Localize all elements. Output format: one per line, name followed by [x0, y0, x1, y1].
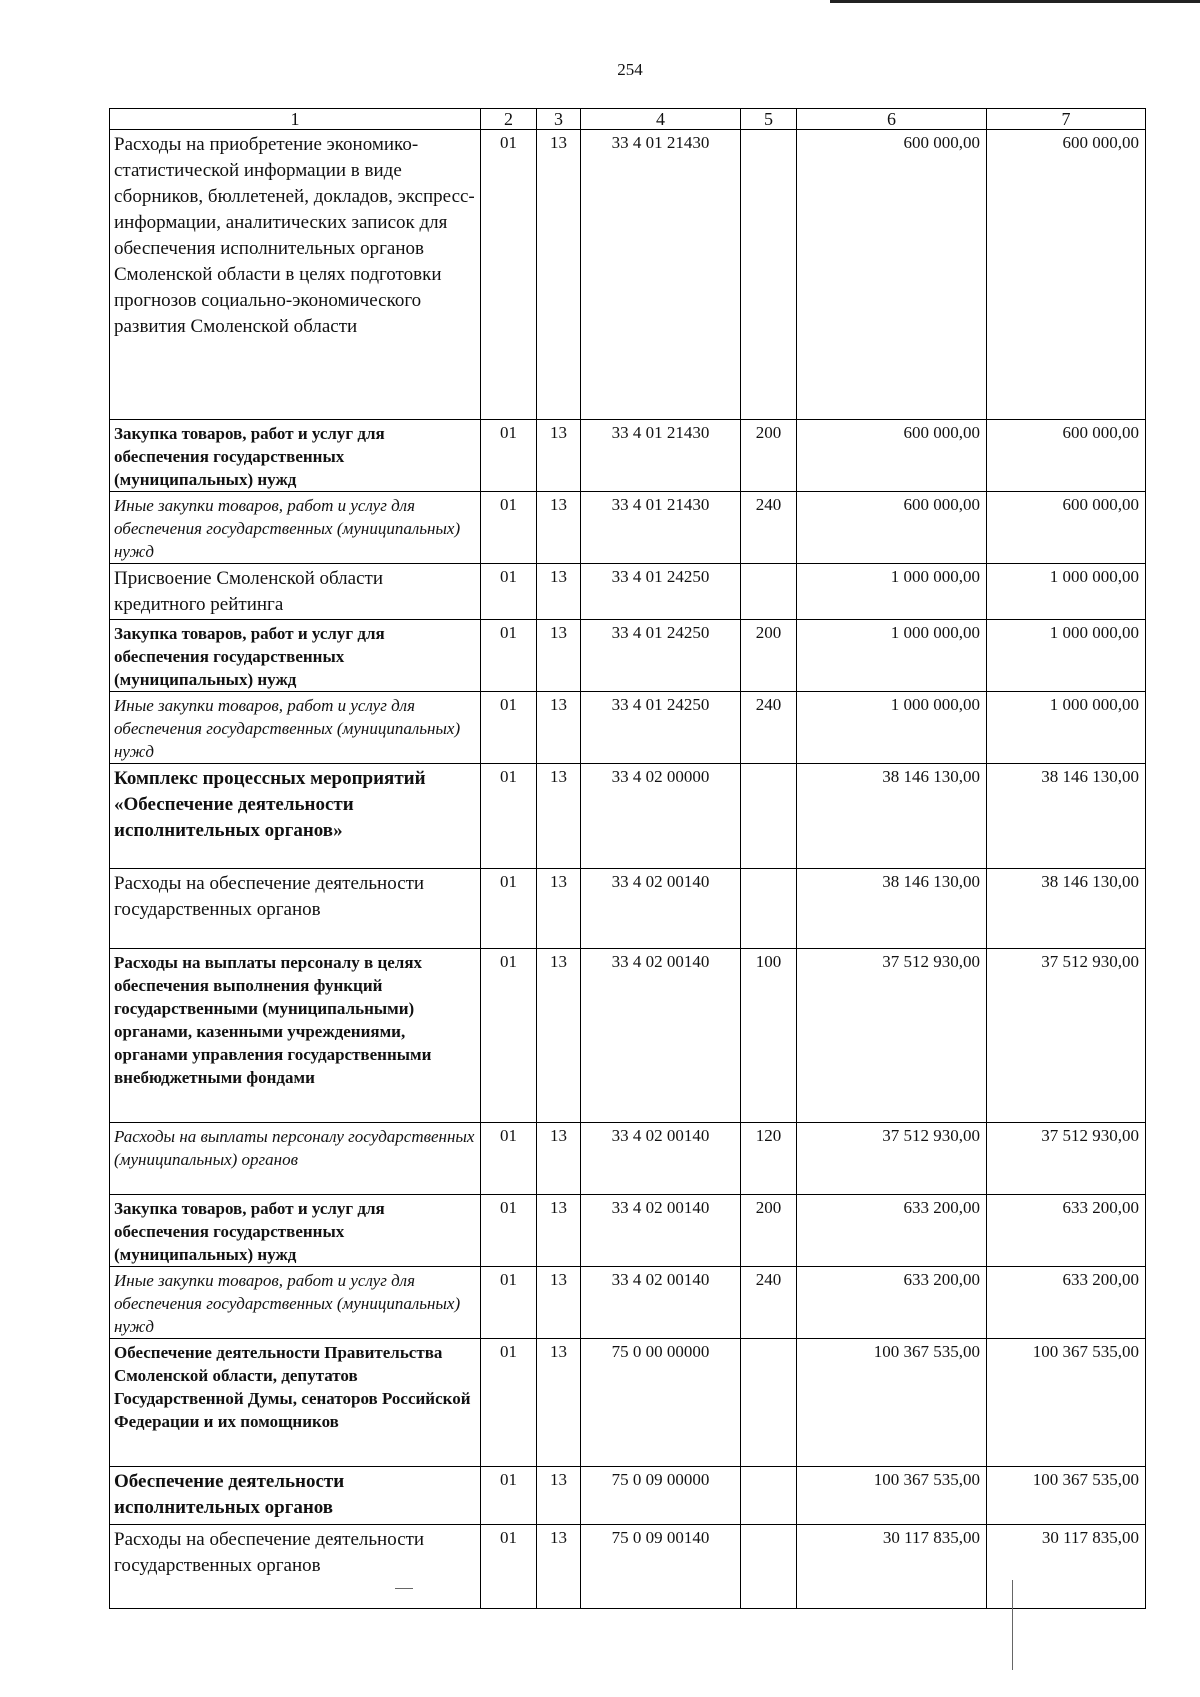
subsection-cell: 13: [537, 692, 581, 764]
amount-cell: 100 367 535,00: [987, 1339, 1146, 1467]
header-row: [110, 109, 1146, 130]
amount-cell: 30 117 835,00: [797, 1525, 987, 1609]
amount-cell: 600 000,00: [797, 130, 987, 420]
expense-type-cell: [741, 869, 797, 949]
section-cell: 01: [481, 949, 537, 1123]
table-row: [110, 1339, 1146, 1467]
section-cell: 01: [481, 492, 537, 564]
row-name-text: Присвоение Смоленской области кредитного рейтинга: [114, 568, 384, 615]
scan-mark: [395, 1588, 413, 1589]
expense-type-cell: 200: [741, 620, 797, 692]
expense-type-cell: [741, 764, 797, 869]
expense-type-cell: 100: [741, 949, 797, 1123]
row-name-text: Закупка товаров, работ и услуг для обеспечения государственных (муниципальных) нужд: [114, 424, 385, 489]
subsection-cell: 13: [537, 1195, 581, 1267]
row-name-text: Иные закупки товаров, работ и услуг для обеспечения государственных (муниципальных) нужд: [114, 1271, 461, 1336]
name-cell: [110, 949, 481, 1123]
target-article-cell: 33 4 01 24250: [581, 564, 741, 620]
target-article-cell: 33 4 02 00140: [581, 869, 741, 949]
expense-type-cell: 120: [741, 1123, 797, 1195]
table-row: [110, 949, 1146, 1123]
col-header-6: 6: [797, 109, 987, 130]
section-cell: 01: [481, 564, 537, 620]
amount-cell: 38 146 130,00: [797, 764, 987, 869]
table-row: [110, 492, 1146, 564]
subsection-cell: 13: [537, 1123, 581, 1195]
amount-cell: 30 117 835,00: [987, 1525, 1146, 1609]
row-name-text: Обеспечение деятельности Правительства Смоленской области, депутатов Государственной Думы, сенаторов Российской Федерации и их помощников: [114, 1343, 471, 1431]
expense-type-cell: 240: [741, 1267, 797, 1339]
amount-cell: 1 000 000,00: [797, 692, 987, 764]
section-cell: 01: [481, 130, 537, 420]
target-article-cell: 33 4 02 00140: [581, 949, 741, 1123]
target-article-cell: 33 4 01 24250: [581, 692, 741, 764]
row-name-text: Закупка товаров, работ и услуг для обеспечения государственных (муниципальных) нужд: [114, 1199, 385, 1264]
col-header-7: 7: [987, 109, 1146, 130]
col-header-4: 4: [581, 109, 741, 130]
target-article-cell: 75 0 00 00000: [581, 1339, 741, 1467]
section-cell: 01: [481, 1467, 537, 1525]
amount-cell: 633 200,00: [797, 1267, 987, 1339]
amount-cell: 100 367 535,00: [987, 1467, 1146, 1525]
amount-cell: 600 000,00: [987, 492, 1146, 564]
row-name-text: Иные закупки товаров, работ и услуг для обеспечения государственных (муниципальных) нужд: [114, 696, 461, 761]
section-cell: 01: [481, 692, 537, 764]
name-cell: [110, 1525, 481, 1609]
target-article-cell: 33 4 02 00140: [581, 1267, 741, 1339]
target-article-cell: 33 4 01 21430: [581, 130, 741, 420]
amount-cell: 38 146 130,00: [987, 869, 1146, 949]
subsection-cell: 13: [537, 564, 581, 620]
subsection-cell: 13: [537, 1467, 581, 1525]
table-row: [110, 1525, 1146, 1609]
budget-table: [109, 108, 1146, 1609]
subsection-cell: 13: [537, 130, 581, 420]
col-header-1: 1: [110, 109, 481, 130]
amount-cell: 600 000,00: [797, 420, 987, 492]
name-cell: [110, 420, 481, 492]
name-cell: [110, 130, 481, 420]
section-cell: 01: [481, 420, 537, 492]
page-number: 254: [617, 60, 643, 79]
amount-cell: 600 000,00: [987, 420, 1146, 492]
subsection-cell: 13: [537, 1525, 581, 1609]
amount-cell: 1 000 000,00: [797, 564, 987, 620]
name-cell: [110, 1467, 481, 1525]
row-name-text: Расходы на приобретение экономико-статистической информации в виде сборников, бюллетеней, докладов, экспресс-информации, аналитических записок для обеспечения исполнительных органов Смоленской области в целях подготовки прогнозов социально-экономического развития Смоленской области: [114, 134, 475, 337]
expense-type-cell: 200: [741, 420, 797, 492]
target-article-cell: 33 4 02 00000: [581, 764, 741, 869]
amount-cell: 37 512 930,00: [797, 949, 987, 1123]
table-row: [110, 130, 1146, 420]
col-header-2: 2: [481, 109, 537, 130]
expense-type-cell: [741, 1339, 797, 1467]
section-cell: 01: [481, 1339, 537, 1467]
row-name-text: Расходы на обеспечение деятельности государственных органов: [114, 1529, 425, 1576]
target-article-cell: 75 0 09 00140: [581, 1525, 741, 1609]
name-cell: [110, 1339, 481, 1467]
amount-cell: 1 000 000,00: [987, 692, 1146, 764]
row-name-text: Расходы на выплаты персоналу государственных (муниципальных) органов: [114, 1127, 475, 1169]
target-article-cell: 33 4 01 24250: [581, 620, 741, 692]
table-row: [110, 1467, 1146, 1525]
section-cell: 01: [481, 869, 537, 949]
amount-cell: 37 512 930,00: [797, 1123, 987, 1195]
subsection-cell: 13: [537, 492, 581, 564]
name-cell: [110, 1195, 481, 1267]
table-row: [110, 1267, 1146, 1339]
scan-mark: [1012, 1580, 1013, 1670]
expense-type-cell: [741, 1467, 797, 1525]
section-cell: 01: [481, 620, 537, 692]
amount-cell: 1 000 000,00: [797, 620, 987, 692]
amount-cell: 1 000 000,00: [987, 564, 1146, 620]
target-article-cell: 75 0 09 00000: [581, 1467, 741, 1525]
scan-edge-line: [830, 0, 1200, 3]
table-row: [110, 1123, 1146, 1195]
expense-type-cell: 240: [741, 492, 797, 564]
subsection-cell: 13: [537, 869, 581, 949]
section-cell: 01: [481, 1123, 537, 1195]
amount-cell: 633 200,00: [987, 1267, 1146, 1339]
name-cell: [110, 764, 481, 869]
amount-cell: 37 512 930,00: [987, 949, 1146, 1123]
subsection-cell: 13: [537, 1267, 581, 1339]
table-row: [110, 869, 1146, 949]
table-row: [110, 620, 1146, 692]
amount-cell: 38 146 130,00: [797, 869, 987, 949]
expense-type-cell: 240: [741, 692, 797, 764]
expense-type-cell: [741, 130, 797, 420]
subsection-cell: 13: [537, 420, 581, 492]
section-cell: 01: [481, 1267, 537, 1339]
target-article-cell: 33 4 02 00140: [581, 1195, 741, 1267]
section-cell: 01: [481, 1525, 537, 1609]
subsection-cell: 13: [537, 1339, 581, 1467]
amount-cell: 38 146 130,00: [987, 764, 1146, 869]
amount-cell: 1 000 000,00: [987, 620, 1146, 692]
amount-cell: 37 512 930,00: [987, 1123, 1146, 1195]
name-cell: [110, 1267, 481, 1339]
name-cell: [110, 564, 481, 620]
target-article-cell: 33 4 01 21430: [581, 420, 741, 492]
table-row: [110, 564, 1146, 620]
amount-cell: 633 200,00: [987, 1195, 1146, 1267]
expense-type-cell: 200: [741, 1195, 797, 1267]
row-name-text: Иные закупки товаров, работ и услуг для обеспечения государственных (муниципальных) нужд: [114, 496, 461, 561]
table-row: [110, 1195, 1146, 1267]
row-name-text: Закупка товаров, работ и услуг для обеспечения государственных (муниципальных) нужд: [114, 624, 385, 689]
table-row: [110, 764, 1146, 869]
col-header-5: 5: [741, 109, 797, 130]
target-article-cell: 33 4 01 21430: [581, 492, 741, 564]
row-name-text: Обеспечение деятельности исполнительных органов: [114, 1471, 345, 1518]
row-name-text: Расходы на выплаты персоналу в целях обеспечения выполнения функций государственными (муниципальными) органами, казенными учреждениями, органами управления государственными внебюджетными фондами: [114, 953, 432, 1087]
col-header-3: 3: [537, 109, 581, 130]
section-cell: 01: [481, 764, 537, 869]
amount-cell: 600 000,00: [987, 130, 1146, 420]
table-row: [110, 420, 1146, 492]
expense-type-cell: [741, 1525, 797, 1609]
section-cell: 01: [481, 1195, 537, 1267]
row-name-text: Расходы на обеспечение деятельности государственных органов: [114, 873, 425, 920]
subsection-cell: 13: [537, 949, 581, 1123]
subsection-cell: 13: [537, 764, 581, 869]
amount-cell: 100 367 535,00: [797, 1467, 987, 1525]
name-cell: [110, 1123, 481, 1195]
target-article-cell: 33 4 02 00140: [581, 1123, 741, 1195]
name-cell: [110, 492, 481, 564]
expense-type-cell: [741, 564, 797, 620]
amount-cell: 633 200,00: [797, 1195, 987, 1267]
subsection-cell: 13: [537, 620, 581, 692]
amount-cell: 600 000,00: [797, 492, 987, 564]
name-cell: [110, 620, 481, 692]
table-row: [110, 692, 1146, 764]
amount-cell: 100 367 535,00: [797, 1339, 987, 1467]
row-name-text: Комплекс процессных мероприятий «Обеспечение деятельности исполнительных органов»: [114, 768, 426, 841]
name-cell: [110, 692, 481, 764]
name-cell: [110, 869, 481, 949]
